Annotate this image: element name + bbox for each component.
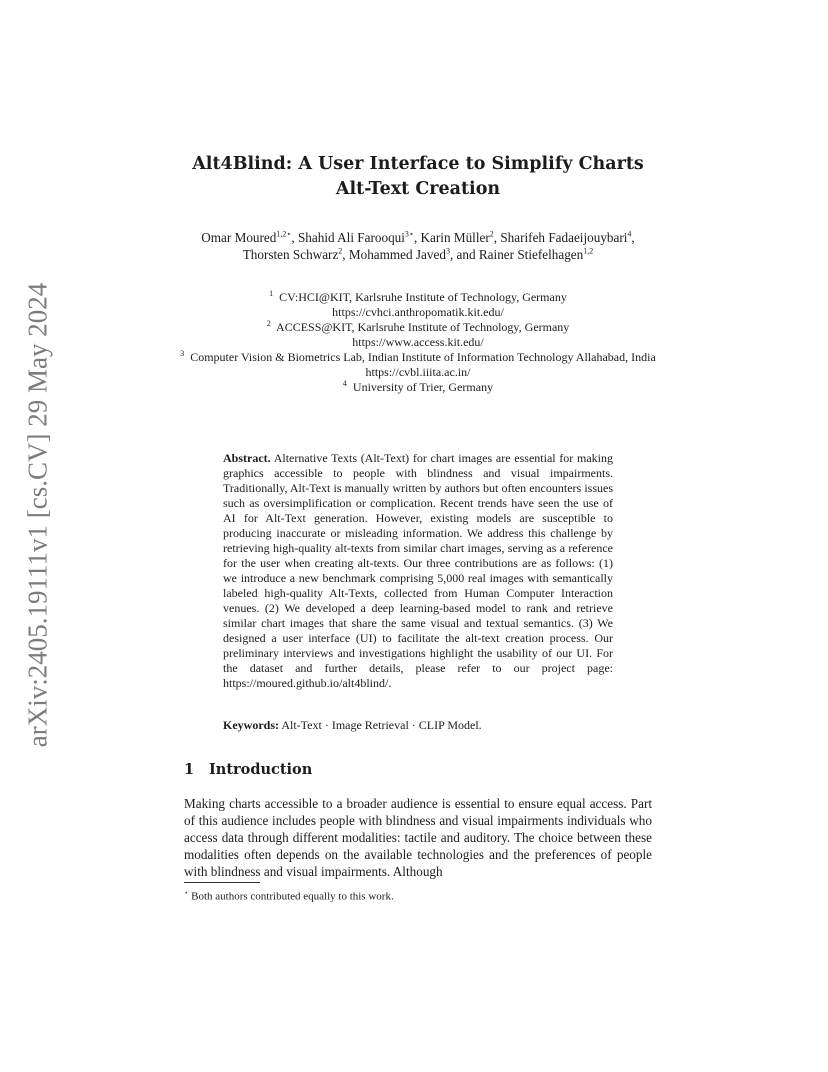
intro-paragraph: Making charts accessible to a broader audience is essential to ensure equal access. Part of this audience includes people with blindness and visual impairments individuals who access data through different modalities: tactile and auditory. The choice between these modalities often depends on the available technologies and the preferences of people with blindness and visual impairments. Although bbox=[184, 796, 652, 879]
author: Shahid Ali Farooqui$^{3⋆}$, bbox=[297, 229, 421, 245]
abstract bbox=[223, 451, 613, 691]
author-list bbox=[184, 229, 652, 263]
arxiv-identifier: arXiv:2405.19111v1 [cs.CV] 29 May 2024 bbox=[22, 282, 53, 748]
affiliation-2-url[interactable]: https://www.access.kit.edu/ bbox=[352, 335, 484, 349]
affiliation-4: $^4$ University of Trier, Germany bbox=[342, 379, 494, 394]
author: Thorsten Schwarz$^2$, bbox=[242, 246, 349, 262]
title-line-1: Alt4Blind: A User Interface to Simplify Charts bbox=[192, 154, 644, 174]
affiliation-3: $^3$ Computer Vision & Biometrics Lab, Indian Institute of Information Technology Allahabad, India bbox=[180, 349, 656, 364]
footnote bbox=[184, 886, 652, 904]
arxiv-watermark bbox=[22, 275, 54, 755]
abstract-text: Alternative Texts (Alt-Text) for chart images are essential for making graphics accessible to people with blindness and visual impairments. Traditionally, Alt-Text is manually written by authors but often encounters issues such as oversimplification or complication. Recent trends have seen the use of AI for Alt-Text generation. However, existing models are susceptible to producing inaccurate or misleading information. We address this challenge by retrieving high-quality alt-texts from similar chart images, serving as a reference for the user when creating alt-texts. Our three contributions are as follows: (1) we introduce a new benchmark comprising 5,000 real images with semantically labeled high-quality Alt-Texts, collected from Human Computer Interaction venues. (2) We developed a deep learning-based model to rank and retrieve similar chart images that share the same visual and textual semantics. (3) We designed a user interface (UI) to facilitate the alt-text creation process. Our preliminary interviews and investigations highlight the usability of our UI. For the dataset and further details, please refer to our project page: https://moured.github.io/alt4blind/. bbox=[223, 451, 613, 690]
title-line-2: Alt-Text Creation bbox=[335, 179, 501, 199]
affiliation-2: $^2$ ACCESS@KIT, Karlsruhe Institute of Technology, Germany bbox=[266, 319, 570, 334]
footnote-text: Both authors contributed equally to this work. bbox=[191, 890, 394, 903]
footnote-mark: ⋆ bbox=[184, 889, 189, 897]
affiliation-1-url[interactable]: https://cvhci.anthropomatik.kit.edu/ bbox=[332, 305, 504, 319]
section-heading bbox=[184, 760, 652, 780]
affiliations bbox=[170, 290, 666, 395]
author: Sharifeh Fadaeijouybari$^4$, bbox=[500, 229, 635, 245]
affiliation-3-url[interactable]: https://cvbl.iiita.ac.in/ bbox=[365, 365, 471, 379]
footnote-rule bbox=[184, 882, 260, 883]
author: Karin Müller$^2$, bbox=[420, 229, 501, 245]
section-number: 1 bbox=[184, 761, 195, 778]
author: Omar Moured$^{1,2⋆}$, bbox=[201, 229, 298, 245]
paper-title bbox=[184, 152, 652, 202]
keywords bbox=[223, 718, 613, 733]
keywords-text: Alt-Text · Image Retrieval · CLIP Model. bbox=[281, 718, 482, 732]
keywords-label: Keywords: bbox=[223, 718, 279, 732]
affiliation-1: $^1$ CV:HCI@KIT, Karlsruhe Institute of Technology, Germany bbox=[269, 289, 567, 304]
author: Mohammed Javed$^3$, and bbox=[348, 246, 479, 262]
section-title: Introduction bbox=[209, 761, 313, 778]
author: Rainer Stiefelhagen$^{1,2}$ bbox=[478, 246, 594, 262]
abstract-label: Abstract. bbox=[223, 451, 271, 465]
